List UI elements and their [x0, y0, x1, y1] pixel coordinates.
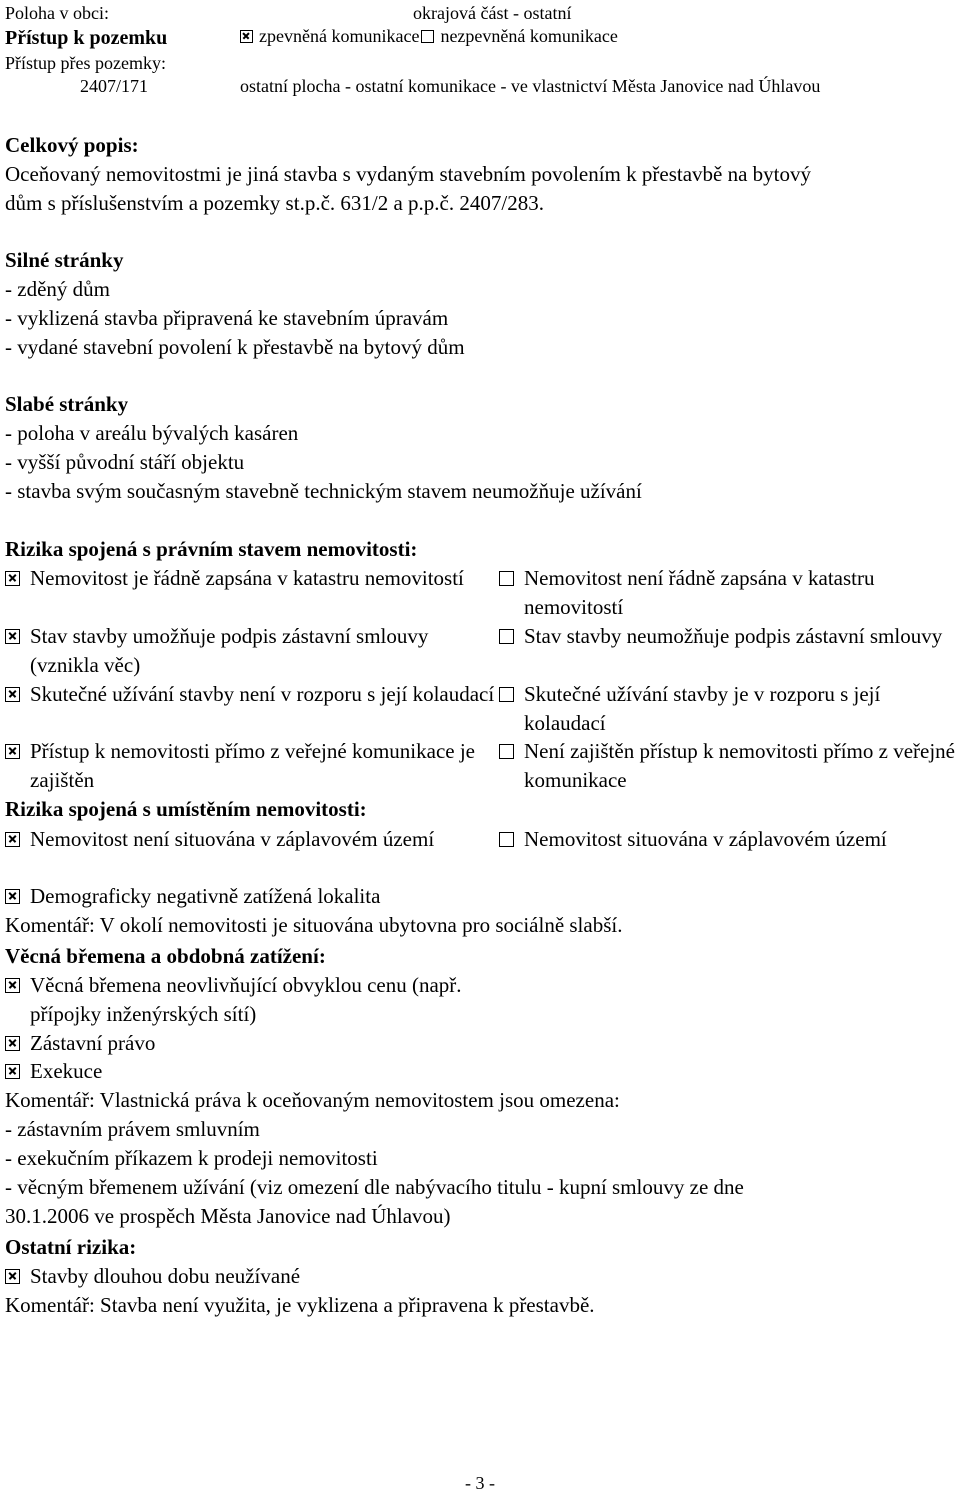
weaknesses-section: [5, 390, 955, 506]
access-paved-checkbox[interactable]: [240, 30, 253, 43]
legal-risk-3-no-checkbox[interactable]: [499, 687, 514, 702]
demographic-item: [5, 882, 960, 911]
legal-risk-4-no-label: Není zajištěn přístup k nemovitosti přímo z veřejné komunikace: [524, 739, 955, 792]
legal-risk-1-no-checkbox[interactable]: [499, 571, 514, 586]
easement-3-checkbox[interactable]: [5, 1064, 20, 1079]
location-label: Poloha v obci:: [5, 3, 109, 23]
strengths-heading: Silné stránky: [5, 248, 124, 272]
legal-risk-1-yes-label: Nemovitost je řádně zapsána v katastru nemovitostí: [30, 566, 464, 590]
overview-line-1: Oceňovaný nemovitostmi je jiná stavba s vydaným stavebním povolením k přestavbě na bytový: [5, 162, 812, 186]
legal-risk-3-yes-checkbox[interactable]: [5, 687, 20, 702]
flood-no-label: Nemovitost není situována v záplavovém území: [30, 827, 435, 851]
legal-risk-4-yes-checkbox[interactable]: [5, 744, 20, 759]
flood-yes-label: Nemovitost situována v záplavovém území: [524, 827, 887, 851]
weaknesses-heading: Slabé stránky: [5, 392, 129, 416]
easement-comment-line: - zástavním právem smluvním: [5, 1117, 260, 1141]
weakness-item: - poloha v areálu bývalých kasáren: [5, 421, 299, 445]
flood-no-checkbox[interactable]: [5, 832, 20, 847]
easement-item: [5, 971, 960, 1029]
easement-1-checkbox[interactable]: [5, 978, 20, 993]
legal-risk-3-no-label: Skutečné užívání stavby je v rozporu s její kolaudací: [524, 682, 881, 735]
legal-risk-1-no-label: Nemovitost není řádně zapsána v katastru nemovitostí: [524, 566, 875, 619]
strength-item: - zděný dům: [5, 277, 110, 301]
easement-1-label: Věcná břemena neovlivňující obvyklou cenu (např. přípojky inženýrských sítí): [30, 973, 462, 1026]
easements-comment: [5, 1086, 955, 1231]
easement-3-label: Exekuce: [30, 1059, 103, 1083]
demographic-checkbox[interactable]: [5, 889, 20, 904]
strengths-section: [5, 246, 955, 362]
strength-item: - vyklizená stavba připravená ke stavebním úpravám: [5, 306, 449, 330]
access-via-label: Přístup přes pozemky:: [5, 53, 166, 73]
weakness-item: - stavba svým současným stavebně technickým stavem neumožňuje užívání: [5, 479, 642, 503]
overview-section: [5, 131, 955, 218]
access-paved-label: zpevněná komunikace: [259, 26, 420, 46]
legal-risk-4-yes-label: Přístup k nemovitosti přímo z veřejné komunikace je zajištěn: [30, 739, 475, 792]
overview-heading: Celkový popis:: [5, 133, 139, 157]
easement-item: [5, 1057, 960, 1086]
other-risks-heading: Ostatní rizika:: [5, 1235, 137, 1259]
easements-heading: Věcná břemena a obdobná zatížení:: [5, 944, 326, 968]
other-risk-item: [5, 1262, 960, 1291]
access-unpaved-checkbox[interactable]: [421, 30, 434, 43]
legal-risk-4-no-checkbox[interactable]: [499, 744, 514, 759]
location-comment: Komentář: V okolí nemovitosti je situována ubytovna pro sociálně slabší.: [5, 913, 623, 937]
access-unpaved-label: nezpevněná komunikace: [440, 26, 618, 46]
other-risks-comment: Komentář: Stavba není využita, je vyklizena a připravena k přestavbě.: [5, 1293, 595, 1317]
easement-2-label: Zástavní právo: [30, 1031, 156, 1055]
page-number: - 3 -: [465, 1473, 495, 1493]
easement-comment-line: - věcným břemenem užívání (viz omezení dle nabývacího titulu - kupní smlouvy ze dne: [5, 1175, 744, 1199]
legal-risks-heading: Rizika spojená s právním stavem nemovitosti:: [5, 537, 418, 561]
legal-risk-1-yes-checkbox[interactable]: [5, 571, 20, 586]
location-value: okrajová část - ostatní: [413, 3, 572, 23]
other-risk-label: Stavby dlouhou dobu neužívané: [30, 1264, 301, 1288]
weakness-item: - vyšší původní stáří objektu: [5, 450, 245, 474]
legal-risk-2-yes-checkbox[interactable]: [5, 629, 20, 644]
access-options: [240, 25, 618, 47]
overview-line-2: dům s příslušenstvím a pozemky st.p.č. 631/2 a p.p.č. 2407/283.: [5, 191, 544, 215]
easement-item: [5, 1029, 960, 1058]
access-label: Přístup k pozemku: [5, 27, 168, 49]
access-via-description: ostatní plocha - ostatní komunikace - ve vlastnictví Města Janovice nad Úhlavou: [240, 76, 821, 96]
legal-risk-3-yes-label: Skutečné užívání stavby není v rozporu s její kolaudací: [30, 682, 495, 706]
demographic-label: Demograficky negativně zatížená lokalita: [30, 884, 381, 908]
legal-risk-2-no-checkbox[interactable]: [499, 629, 514, 644]
other-risk-checkbox[interactable]: [5, 1269, 20, 1284]
legal-risk-2-yes-label: Stav stavby umožňuje podpis zástavní smlouvy (vznikla věc): [30, 624, 429, 677]
location-risks-heading: Rizika spojená s umístěním nemovitosti:: [5, 797, 367, 821]
easement-comment-line: - exekučním příkazem k prodeji nemovitosti: [5, 1146, 378, 1170]
easement-comment-line: 30.1.2006 ve prospěch Města Janovice nad Úhlavou): [5, 1204, 451, 1228]
strength-item: - vydané stavební povolení k přestavbě na bytový dům: [5, 335, 465, 359]
flood-yes-checkbox[interactable]: [499, 832, 514, 847]
easement-2-checkbox[interactable]: [5, 1036, 20, 1051]
legal-risk-2-no-label: Stav stavby neumožňuje podpis zástavní smlouvy: [524, 624, 943, 648]
easement-comment-line: Komentář: Vlastnická práva k oceňovaným nemovitostem jsou omezena:: [5, 1088, 620, 1112]
access-via-parcel: 2407/171: [80, 76, 149, 96]
